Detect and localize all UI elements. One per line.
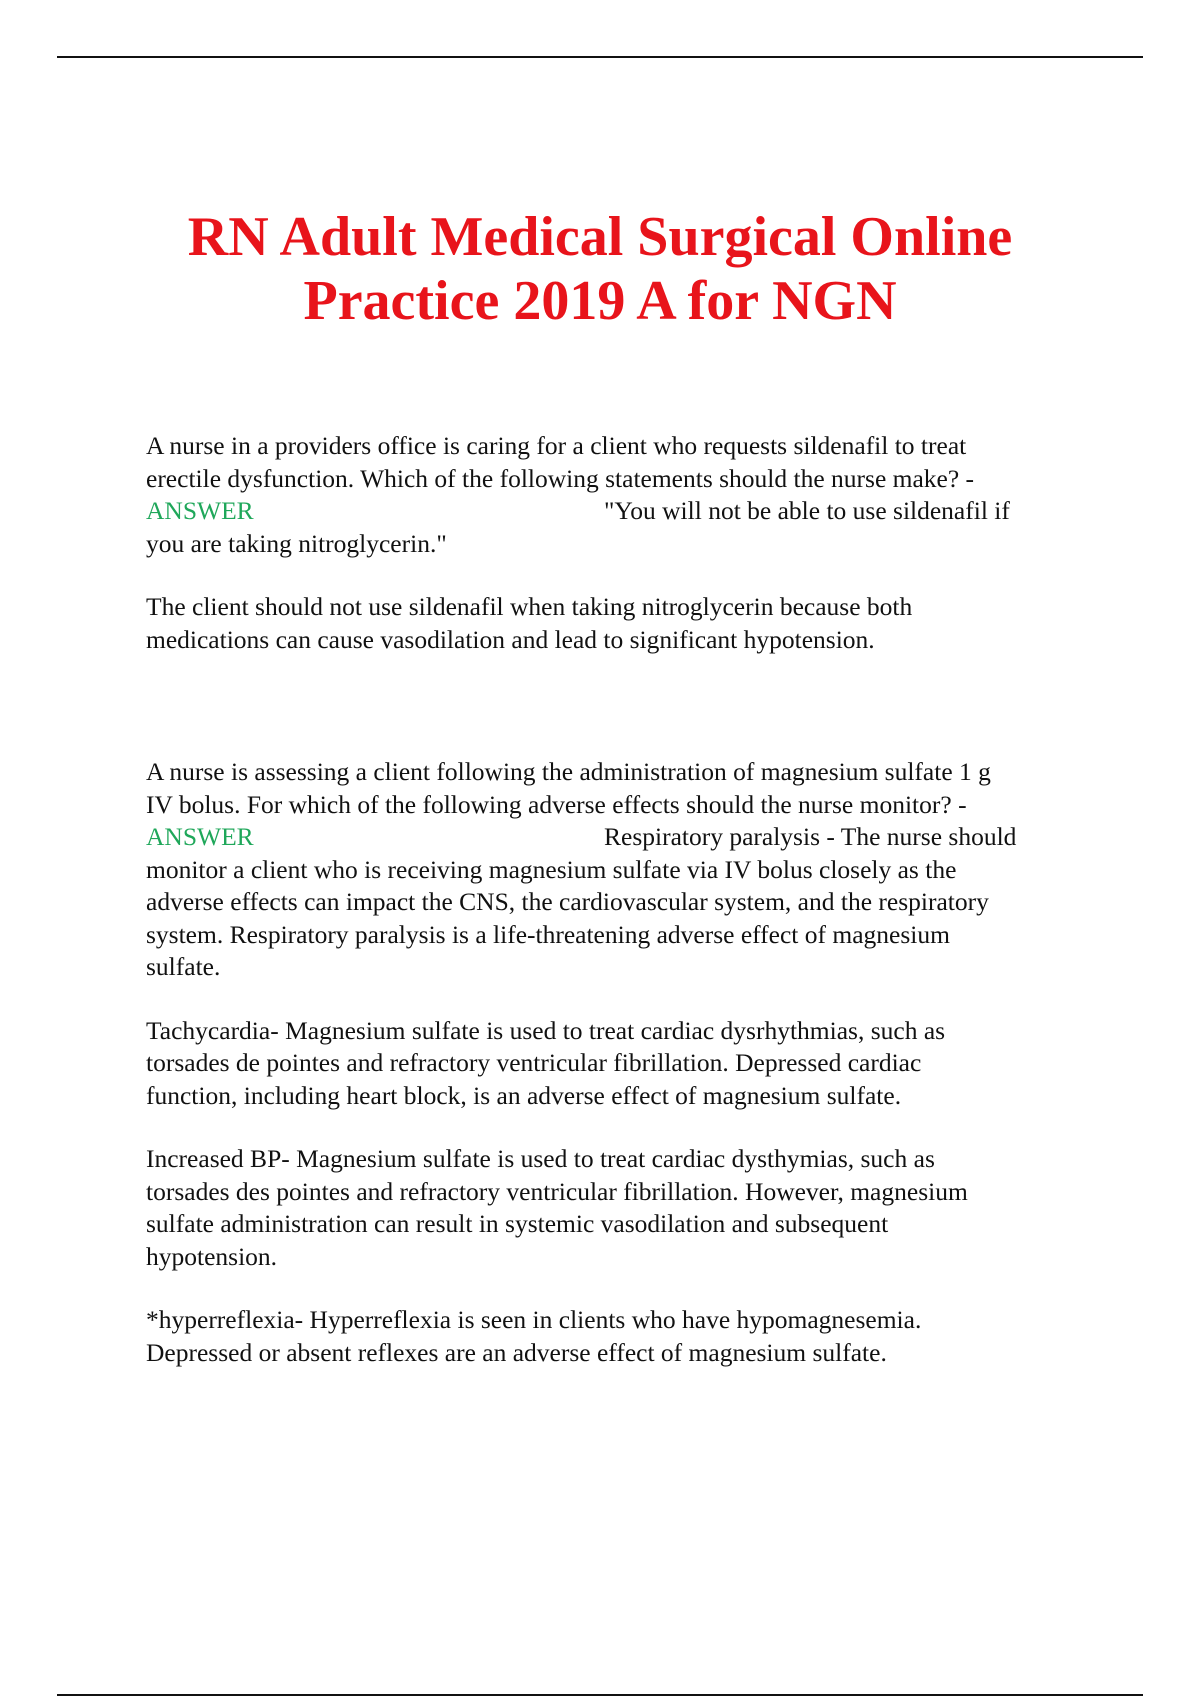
explanation-line: torsades de pointes and refractory ventricular fibrillation. Depressed cardiac xyxy=(146,1048,922,1077)
explanation-line: Depressed or absent reflexes are an adverse effect of magnesium sulfate. xyxy=(146,1337,887,1367)
explanation-line: torsades des pointes and refractory ventricular fibrillation. However, magnesium xyxy=(146,1176,968,1206)
explanation-line: The client should not use sildenafil when taking nitroglycerin because both xyxy=(146,592,913,621)
question-2-answer: Respiratory paralysis - The nurse should xyxy=(604,822,1017,851)
answer-label: ANSWER xyxy=(146,822,254,851)
top-rule xyxy=(57,56,1143,58)
question-1-answer-continued: you are taking nitroglycerin." xyxy=(146,528,447,558)
explanation-increased-bp xyxy=(146,1143,1086,1273)
question-2-answer-continued xyxy=(146,854,1086,984)
bottom-rule xyxy=(57,1694,1143,1696)
question-1-answer-line xyxy=(146,495,1086,528)
document-title-line-2: Practice 2019 A for NGN xyxy=(303,270,897,332)
explanation-hyperreflexia xyxy=(146,1304,1086,1369)
question-1-answer: "You will not be able to use sildenafil if xyxy=(604,496,1010,525)
question-1-text xyxy=(146,430,1086,495)
document-title-line-1: RN Adult Medical Surgical Online xyxy=(187,206,1013,268)
question-2-line-1: A nurse is assessing a client following the administration of magnesium sulfate 1 g xyxy=(146,757,991,786)
question-2-text xyxy=(146,756,1086,821)
explanation-line: medications can cause vasodilation and lead to significant hypotension. xyxy=(146,624,875,654)
document-title xyxy=(0,205,1200,333)
explanation-line: Increased BP- Magnesium sulfate is used to treat cardiac dysthymias, such as xyxy=(146,1144,935,1173)
explanation-line: hypotension. xyxy=(146,1241,278,1271)
answer-line: monitor a client who is receiving magnesium sulfate via IV bolus closely as the xyxy=(146,854,957,884)
answer-line: system. Respiratory paralysis is a life-threatening adverse effect of magnesium xyxy=(146,919,950,949)
explanation-line: sulfate administration can result in systemic vasodilation and subsequent xyxy=(146,1209,889,1238)
question-2-answer-line xyxy=(146,821,1086,854)
answer-line: sulfate. xyxy=(146,952,221,981)
explanation-line: Tachycardia- Magnesium sulfate is used to treat cardiac dysrhythmias, such as xyxy=(146,1015,946,1045)
explanation-line: *hyperreflexia- Hyperreflexia is seen in clients who have hypomagnesemia. xyxy=(146,1305,922,1334)
answer-line: adverse effects can impact the CNS, the cardiovascular system, and the respiratory xyxy=(146,887,989,916)
answer-label: ANSWER xyxy=(146,496,254,525)
question-1-line-1: A nurse in a providers office is caring for a client who requests sildenafil to treat xyxy=(146,431,967,460)
explanation-tachycardia xyxy=(146,1015,1086,1113)
question-1-explanation xyxy=(146,591,1086,656)
question-block-2 xyxy=(146,756,1086,1369)
question-block-1 xyxy=(146,430,1086,656)
explanation-line: function, including heart block, is an adverse effect of magnesium sulfate. xyxy=(146,1080,902,1110)
question-1-line-2: erectile dysfunction. Which of the following statements should the nurse make? - xyxy=(146,463,975,493)
question-2-line-2: IV bolus. For which of the following adverse effects should the nurse monitor? - xyxy=(146,789,967,819)
